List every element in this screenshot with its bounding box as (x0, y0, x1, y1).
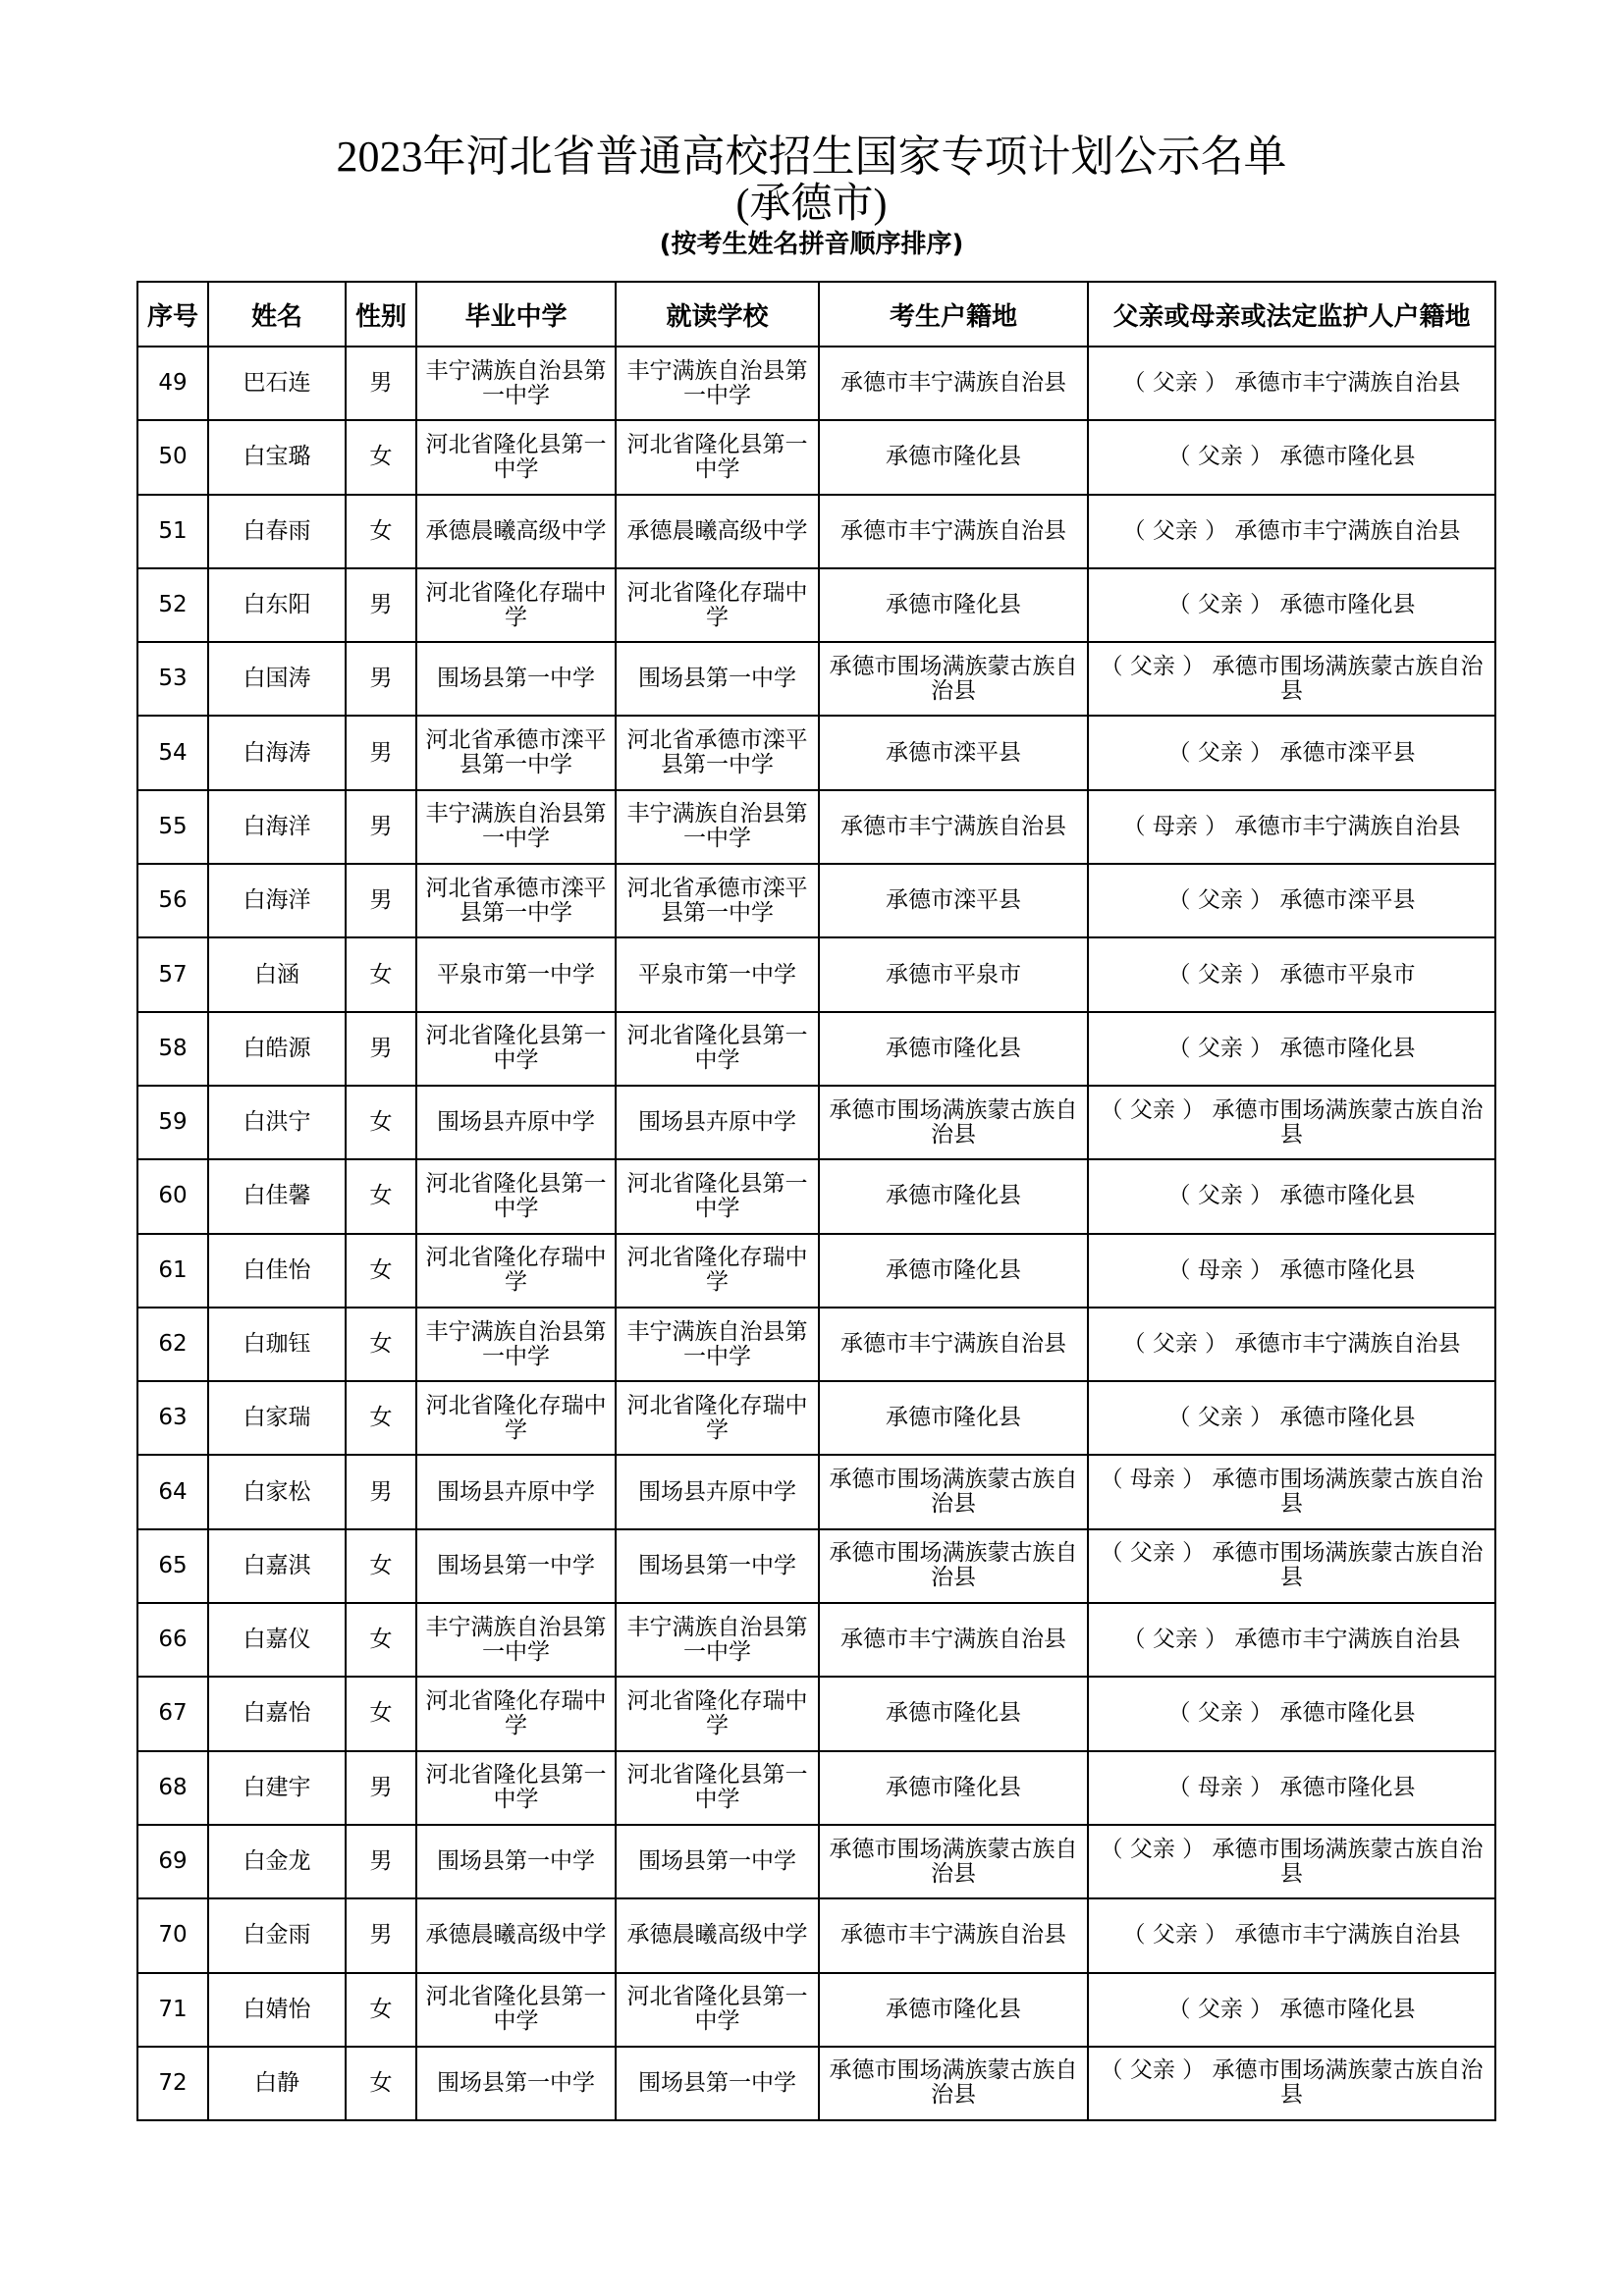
cell-grad-school: 承德晨曦高级中学 (416, 495, 616, 568)
cell-guardian-hukou: （ 母亲 ） 承德市隆化县 (1088, 1234, 1495, 1308)
cell-gender: 男 (346, 1751, 416, 1825)
guardian-hukou-text: 承德市丰宁满族自治县 (1234, 1922, 1461, 1949)
cell-name: 白春雨 (208, 495, 346, 568)
cell-hukou: 承德市平泉市 (819, 937, 1088, 1011)
cell-hukou: 承德市丰宁满族自治县 (819, 1308, 1088, 1381)
cell-number: 49 (137, 347, 208, 420)
cell-grad-school: 承德晨曦高级中学 (416, 1898, 616, 1972)
cell-number: 58 (137, 1012, 208, 1086)
cell-gender: 女 (346, 420, 416, 494)
guardian-hukou-text: 承德市丰宁满族自治县 (1234, 1331, 1461, 1357)
cell-guardian-hukou: （ 父亲 ） 承德市滦平县 (1088, 716, 1495, 789)
cell-hukou: 承德市丰宁满族自治县 (819, 495, 1088, 568)
cell-current-school: 河北省承德市滦平县第一中学 (616, 716, 819, 789)
cell-grad-school: 河北省隆化县第一中学 (416, 1012, 616, 1086)
cell-grad-school: 围场县第一中学 (416, 2047, 616, 2120)
cell-hukou: 承德市围场满族蒙古族自治县 (819, 1825, 1088, 1898)
cell-guardian-hukou: （ 父亲 ） 承德市滦平县 (1088, 864, 1495, 937)
guardian-hukou-text: 承德市隆化县 (1279, 1405, 1416, 1431)
cell-gender: 女 (346, 1086, 416, 1159)
cell-guardian-hukou: （ 父亲 ） 承德市隆化县 (1088, 1973, 1495, 2047)
table-row (137, 347, 1495, 420)
cell-current-school: 河北省隆化县第一中学 (616, 1973, 819, 2047)
cell-gender: 男 (346, 642, 416, 716)
cell-current-school: 河北省隆化县第一中学 (616, 1159, 819, 1233)
cell-current-school: 围场县第一中学 (616, 1529, 819, 1603)
cell-gender: 女 (346, 1381, 416, 1455)
cell-name: 白涵 (208, 937, 346, 1011)
cell-name: 白东阳 (208, 568, 346, 642)
cell-guardian-hukou: （ 母亲 ） 承德市丰宁满族自治县 (1088, 790, 1495, 864)
table-row (137, 2047, 1495, 2120)
cell-grad-school: 围场县卉原中学 (416, 1086, 616, 1159)
cell-grad-school: 围场县第一中学 (416, 1825, 616, 1898)
cell-name: 白建宇 (208, 1751, 346, 1825)
cell-guardian-hukou: （ 父亲 ） 承德市围场满族蒙古族自治县 (1088, 1825, 1495, 1898)
table-row (137, 1381, 1495, 1455)
cell-gender: 女 (346, 1234, 416, 1308)
cell-hukou: 承德市隆化县 (819, 1381, 1088, 1455)
cell-current-school: 承德晨曦高级中学 (616, 1898, 819, 1972)
cell-grad-school: 河北省隆化县第一中学 (416, 1751, 616, 1825)
guardian-hukou-text: 承德市围场满族蒙古族自治县 (1212, 1836, 1484, 1887)
table-header-row (137, 282, 1495, 347)
guardian-hukou-text: 承德市丰宁满族自治县 (1234, 370, 1461, 397)
guardian-hukou-text: 承德市滦平县 (1279, 739, 1416, 766)
cell-hukou: 承德市围场满族蒙古族自治县 (819, 2047, 1088, 2120)
guardian-hukou-text: 承德市隆化县 (1279, 444, 1416, 470)
guardian-hukou-text: 承德市隆化县 (1279, 1256, 1416, 1283)
cell-number: 55 (137, 790, 208, 864)
guardian-relation: 父亲 (1129, 1096, 1175, 1123)
page-subtitle: (承德市) (735, 182, 888, 227)
cell-guardian-hukou: （ 父亲 ） 承德市隆化县 (1088, 420, 1495, 494)
cell-guardian-hukou: （ 母亲 ） 承德市围场满族蒙古族自治县 (1088, 1455, 1495, 1528)
guardian-hukou-text: 承德市平泉市 (1279, 961, 1416, 988)
cell-current-school: 河北省承德市滦平县第一中学 (616, 864, 819, 937)
cell-guardian-hukou: （ 父亲 ） 承德市丰宁满族自治县 (1088, 1308, 1495, 1381)
cell-guardian-hukou: （ 父亲 ） 承德市隆化县 (1088, 1677, 1495, 1750)
cell-hukou: 承德市围场满族蒙古族自治县 (819, 642, 1088, 716)
cell-name: 白珈钰 (208, 1308, 346, 1381)
cell-number: 64 (137, 1455, 208, 1528)
cell-number: 72 (137, 2047, 208, 2120)
cell-guardian-hukou: （ 父亲 ） 承德市平泉市 (1088, 937, 1495, 1011)
table-row (137, 1159, 1495, 1233)
cell-number: 57 (137, 937, 208, 1011)
cell-hukou: 承德市滦平县 (819, 864, 1088, 937)
cell-current-school: 河北省隆化存瑞中学 (616, 1677, 819, 1750)
cell-grad-school: 围场县卉原中学 (416, 1455, 616, 1528)
guardian-hukou-text: 承德市围场满族蒙古族自治县 (1212, 653, 1484, 704)
cell-hukou: 承德市丰宁满族自治县 (819, 1603, 1088, 1677)
cell-guardian-hukou: （ 母亲 ） 承德市隆化县 (1088, 1751, 1495, 1825)
col-header-gender: 性别 (346, 282, 416, 347)
guardian-hukou-text: 承德市丰宁满族自治县 (1234, 517, 1461, 544)
cell-hukou: 承德市围场满族蒙古族自治县 (819, 1529, 1088, 1603)
cell-gender: 女 (346, 2047, 416, 2120)
sort-note: (按考生姓名拼音顺序排序) (659, 230, 964, 259)
guardian-hukou-text: 承德市围场满族蒙古族自治县 (1212, 1467, 1484, 1518)
col-header-number: 序号 (137, 282, 208, 347)
guardian-relation: 父亲 (1197, 1405, 1243, 1431)
cell-current-school: 围场县卉原中学 (616, 1086, 819, 1159)
cell-number: 68 (137, 1751, 208, 1825)
cell-name: 白静 (208, 2047, 346, 2120)
cell-number: 59 (137, 1086, 208, 1159)
cell-current-school: 河北省隆化县第一中学 (616, 1751, 819, 1825)
cell-gender: 男 (346, 716, 416, 789)
cell-current-school: 丰宁满族自治县第一中学 (616, 347, 819, 420)
cell-current-school: 河北省隆化县第一中学 (616, 420, 819, 494)
table-row (137, 1898, 1495, 1972)
cell-current-school: 围场县第一中学 (616, 1825, 819, 1898)
guardian-relation: 父亲 (1197, 1183, 1243, 1209)
table-row (137, 642, 1495, 716)
guardian-relation: 母亲 (1129, 1467, 1175, 1493)
guardian-relation: 母亲 (1152, 813, 1198, 839)
cell-number: 65 (137, 1529, 208, 1603)
table-row (137, 1973, 1495, 2047)
cell-current-school: 丰宁满族自治县第一中学 (616, 790, 819, 864)
cell-name: 白皓源 (208, 1012, 346, 1086)
cell-gender: 男 (346, 347, 416, 420)
cell-name: 白海涛 (208, 716, 346, 789)
guardian-hukou-text: 承德市隆化县 (1279, 1183, 1416, 1209)
table-row (137, 716, 1495, 789)
cell-name: 白嘉淇 (208, 1529, 346, 1603)
cell-guardian-hukou: （ 父亲 ） 承德市围场满族蒙古族自治县 (1088, 642, 1495, 716)
roster-table (136, 281, 1496, 2121)
cell-number: 62 (137, 1308, 208, 1381)
table-row (137, 568, 1495, 642)
cell-guardian-hukou: （ 父亲 ） 承德市围场满族蒙古族自治县 (1088, 2047, 1495, 2120)
guardian-relation: 父亲 (1197, 961, 1243, 988)
guardian-hukou-text: 承德市围场满族蒙古族自治县 (1212, 2057, 1484, 2109)
guardian-relation: 父亲 (1197, 887, 1243, 914)
cell-name: 白金龙 (208, 1825, 346, 1898)
cell-grad-school: 河北省承德市滦平县第一中学 (416, 864, 616, 937)
cell-hukou: 承德市隆化县 (819, 1159, 1088, 1233)
guardian-relation: 父亲 (1197, 1700, 1243, 1727)
cell-guardian-hukou: （ 父亲 ） 承德市隆化县 (1088, 568, 1495, 642)
guardian-relation: 父亲 (1197, 739, 1243, 766)
table-row (137, 1677, 1495, 1750)
page-title: 2023年河北省普通高校招生国家专项计划公示名单 (336, 133, 1287, 181)
cell-grad-school: 丰宁满族自治县第一中学 (416, 347, 616, 420)
table-row (137, 1825, 1495, 1898)
cell-grad-school: 平泉市第一中学 (416, 937, 616, 1011)
cell-hukou: 承德市隆化县 (819, 568, 1088, 642)
cell-name: 白嘉仪 (208, 1603, 346, 1677)
cell-hukou: 承德市围场满族蒙古族自治县 (819, 1086, 1088, 1159)
cell-grad-school: 河北省隆化存瑞中学 (416, 1381, 616, 1455)
cell-gender: 男 (346, 790, 416, 864)
cell-name: 白家瑞 (208, 1381, 346, 1455)
cell-hukou: 承德市围场满族蒙古族自治县 (819, 1455, 1088, 1528)
guardian-hukou-text: 承德市隆化县 (1279, 1774, 1416, 1800)
table-row (137, 1086, 1495, 1159)
guardian-hukou-text: 承德市隆化县 (1279, 1035, 1416, 1061)
cell-hukou: 承德市隆化县 (819, 1677, 1088, 1750)
cell-name: 白国涛 (208, 642, 346, 716)
col-header-grad-school: 毕业中学 (416, 282, 616, 347)
cell-grad-school: 河北省隆化存瑞中学 (416, 1677, 616, 1750)
cell-number: 51 (137, 495, 208, 568)
cell-gender: 男 (346, 1012, 416, 1086)
cell-guardian-hukou: （ 父亲 ） 承德市围场满族蒙古族自治县 (1088, 1529, 1495, 1603)
cell-gender: 男 (346, 1455, 416, 1528)
cell-gender: 女 (346, 1677, 416, 1750)
table-row (137, 1603, 1495, 1677)
col-header-hukou: 考生户籍地 (819, 282, 1088, 347)
cell-current-school: 丰宁满族自治县第一中学 (616, 1308, 819, 1381)
table-row (137, 864, 1495, 937)
guardian-hukou-text: 承德市隆化县 (1279, 1996, 1416, 2022)
cell-grad-school: 河北省隆化县第一中学 (416, 420, 616, 494)
cell-grad-school: 丰宁满族自治县第一中学 (416, 1603, 616, 1677)
cell-guardian-hukou: （ 父亲 ） 承德市丰宁满族自治县 (1088, 1898, 1495, 1972)
cell-name: 白佳馨 (208, 1159, 346, 1233)
cell-gender: 女 (346, 1603, 416, 1677)
guardian-hukou-text: 承德市围场满族蒙古族自治县 (1212, 1096, 1484, 1148)
cell-number: 53 (137, 642, 208, 716)
table-row (137, 1455, 1495, 1528)
cell-gender: 男 (346, 864, 416, 937)
guardian-hukou-text: 承德市丰宁满族自治县 (1234, 813, 1461, 839)
cell-number: 60 (137, 1159, 208, 1233)
cell-hukou: 承德市隆化县 (819, 1973, 1088, 2047)
cell-hukou: 承德市隆化县 (819, 1234, 1088, 1308)
guardian-relation: 父亲 (1152, 1627, 1198, 1653)
table-row (137, 1012, 1495, 1086)
cell-current-school: 围场县第一中学 (616, 2047, 819, 2120)
cell-guardian-hukou: （ 父亲 ） 承德市丰宁满族自治县 (1088, 495, 1495, 568)
cell-name: 巴石连 (208, 347, 346, 420)
cell-number: 67 (137, 1677, 208, 1750)
guardian-relation: 母亲 (1197, 1774, 1243, 1800)
cell-grad-school: 丰宁满族自治县第一中学 (416, 790, 616, 864)
cell-name: 白家松 (208, 1455, 346, 1528)
cell-number: 54 (137, 716, 208, 789)
cell-name: 白佳怡 (208, 1234, 346, 1308)
guardian-hukou-text: 承德市围场满族蒙古族自治县 (1212, 1540, 1484, 1591)
cell-hukou: 承德市隆化县 (819, 1751, 1088, 1825)
cell-current-school: 河北省隆化县第一中学 (616, 1012, 819, 1086)
cell-grad-school: 河北省承德市滦平县第一中学 (416, 716, 616, 789)
cell-hukou: 承德市丰宁满族自治县 (819, 347, 1088, 420)
guardian-relation: 母亲 (1197, 1256, 1243, 1283)
table-row (137, 495, 1495, 568)
cell-name: 白婧怡 (208, 1973, 346, 2047)
cell-hukou: 承德市滦平县 (819, 716, 1088, 789)
cell-gender: 女 (346, 1308, 416, 1381)
guardian-relation: 父亲 (1152, 1922, 1198, 1949)
cell-name: 白洪宁 (208, 1086, 346, 1159)
cell-hukou: 承德市隆化县 (819, 1012, 1088, 1086)
guardian-relation: 父亲 (1129, 1836, 1175, 1862)
cell-number: 56 (137, 864, 208, 937)
cell-current-school: 承德晨曦高级中学 (616, 495, 819, 568)
guardian-relation: 父亲 (1129, 1540, 1175, 1567)
table-row (137, 420, 1495, 494)
guardian-relation: 父亲 (1197, 1035, 1243, 1061)
cell-current-school: 平泉市第一中学 (616, 937, 819, 1011)
table-row (137, 937, 1495, 1011)
cell-guardian-hukou: （ 父亲 ） 承德市隆化县 (1088, 1381, 1495, 1455)
cell-name: 白金雨 (208, 1898, 346, 1972)
guardian-relation: 父亲 (1152, 517, 1198, 544)
cell-hukou: 承德市丰宁满族自治县 (819, 790, 1088, 864)
cell-gender: 女 (346, 495, 416, 568)
cell-guardian-hukou: （ 父亲 ） 承德市丰宁满族自治县 (1088, 347, 1495, 420)
cell-name: 白海洋 (208, 790, 346, 864)
cell-current-school: 围场县卉原中学 (616, 1455, 819, 1528)
guardian-relation: 父亲 (1197, 592, 1243, 618)
guardian-hukou-text: 承德市隆化县 (1279, 592, 1416, 618)
guardian-hukou-text: 承德市隆化县 (1279, 1700, 1416, 1727)
cell-name: 白嘉怡 (208, 1677, 346, 1750)
cell-number: 63 (137, 1381, 208, 1455)
cell-name: 白宝璐 (208, 420, 346, 494)
cell-guardian-hukou: （ 父亲 ） 承德市隆化县 (1088, 1159, 1495, 1233)
table-body (137, 347, 1495, 2120)
cell-number: 66 (137, 1603, 208, 1677)
cell-number: 61 (137, 1234, 208, 1308)
cell-grad-school: 围场县第一中学 (416, 1529, 616, 1603)
cell-guardian-hukou: （ 父亲 ） 承德市围场满族蒙古族自治县 (1088, 1086, 1495, 1159)
cell-name: 白海洋 (208, 864, 346, 937)
cell-current-school: 河北省隆化存瑞中学 (616, 1381, 819, 1455)
cell-hukou: 承德市丰宁满族自治县 (819, 1898, 1088, 1972)
cell-grad-school: 丰宁满族自治县第一中学 (416, 1308, 616, 1381)
guardian-relation: 父亲 (1129, 2057, 1175, 2084)
cell-gender: 女 (346, 1159, 416, 1233)
cell-gender: 女 (346, 1529, 416, 1603)
guardian-relation: 父亲 (1197, 444, 1243, 470)
cell-current-school: 河北省隆化存瑞中学 (616, 1234, 819, 1308)
cell-number: 71 (137, 1973, 208, 2047)
cell-hukou: 承德市隆化县 (819, 420, 1088, 494)
table-row (137, 790, 1495, 864)
cell-current-school: 丰宁满族自治县第一中学 (616, 1603, 819, 1677)
cell-grad-school: 围场县第一中学 (416, 642, 616, 716)
cell-grad-school: 河北省隆化县第一中学 (416, 1159, 616, 1233)
table-row (137, 1529, 1495, 1603)
table-row (137, 1308, 1495, 1381)
table-row (137, 1751, 1495, 1825)
cell-gender: 男 (346, 568, 416, 642)
cell-guardian-hukou: （ 父亲 ） 承德市隆化县 (1088, 1012, 1495, 1086)
guardian-relation: 父亲 (1129, 653, 1175, 679)
table-row (137, 1234, 1495, 1308)
col-header-current-school: 就读学校 (616, 282, 819, 347)
col-header-name: 姓名 (208, 282, 346, 347)
guardian-relation: 父亲 (1152, 370, 1198, 397)
guardian-hukou-text: 承德市丰宁满族自治县 (1234, 1627, 1461, 1653)
cell-number: 52 (137, 568, 208, 642)
cell-guardian-hukou: （ 父亲 ） 承德市丰宁满族自治县 (1088, 1603, 1495, 1677)
cell-current-school: 围场县第一中学 (616, 642, 819, 716)
cell-grad-school: 河北省隆化县第一中学 (416, 1973, 616, 2047)
guardian-relation: 父亲 (1197, 1996, 1243, 2022)
cell-gender: 男 (346, 1825, 416, 1898)
cell-number: 70 (137, 1898, 208, 1972)
guardian-hukou-text: 承德市滦平县 (1279, 887, 1416, 914)
guardian-relation: 父亲 (1152, 1331, 1198, 1357)
cell-grad-school: 河北省隆化存瑞中学 (416, 568, 616, 642)
cell-gender: 女 (346, 937, 416, 1011)
cell-current-school: 河北省隆化存瑞中学 (616, 568, 819, 642)
cell-gender: 女 (346, 1973, 416, 2047)
cell-gender: 男 (346, 1898, 416, 1972)
cell-number: 69 (137, 1825, 208, 1898)
col-header-guardian-hukou: 父亲或母亲或法定监护人户籍地 (1088, 282, 1495, 347)
cell-number: 50 (137, 420, 208, 494)
cell-grad-school: 河北省隆化存瑞中学 (416, 1234, 616, 1308)
